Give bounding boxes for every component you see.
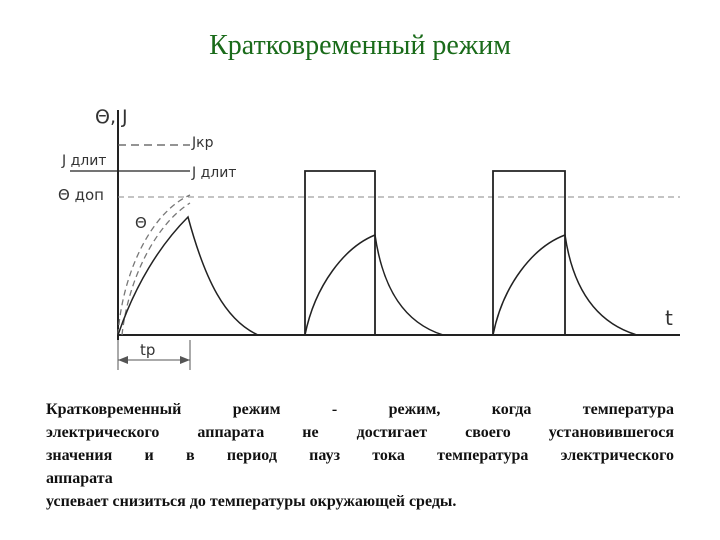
temperature-curve-dashed-2 [122,203,190,335]
current-pulse-2 [493,171,565,335]
description-line: значения и в период пауз тока температура электрического [46,447,674,464]
description-line: успевает снизиться до температуры окружающей среды. [46,493,457,510]
short-time-mode-diagram [40,95,690,380]
x-axis-label: t [665,306,673,330]
current-pulse-1 [305,171,375,335]
temperature-curve-dashed-1 [118,195,190,335]
j-dlit-left-label: J длит [62,153,107,169]
description-line: электрического аппарата не достигает своего установившегося [46,424,674,441]
tp-arrow-left [118,356,128,364]
description-text [46,398,674,513]
j-kr-label: Jкр [192,135,214,151]
temperature-curve-2 [305,235,443,335]
tp-label: tр [140,341,156,359]
description-line: аппарата [46,470,113,487]
y-axis-label: Θ, J [95,106,128,128]
theta-curve-label: Θ [135,214,147,232]
tp-arrow-right [180,356,190,364]
theta-dop-label: Θ доп [58,186,104,204]
j-dlit-right-label: J длит [192,165,237,181]
temperature-curve-1 [118,217,258,335]
description-line: Кратковременный режим - режим, когда температура [46,401,674,418]
slide-title: Кратковременный режим [209,30,511,61]
